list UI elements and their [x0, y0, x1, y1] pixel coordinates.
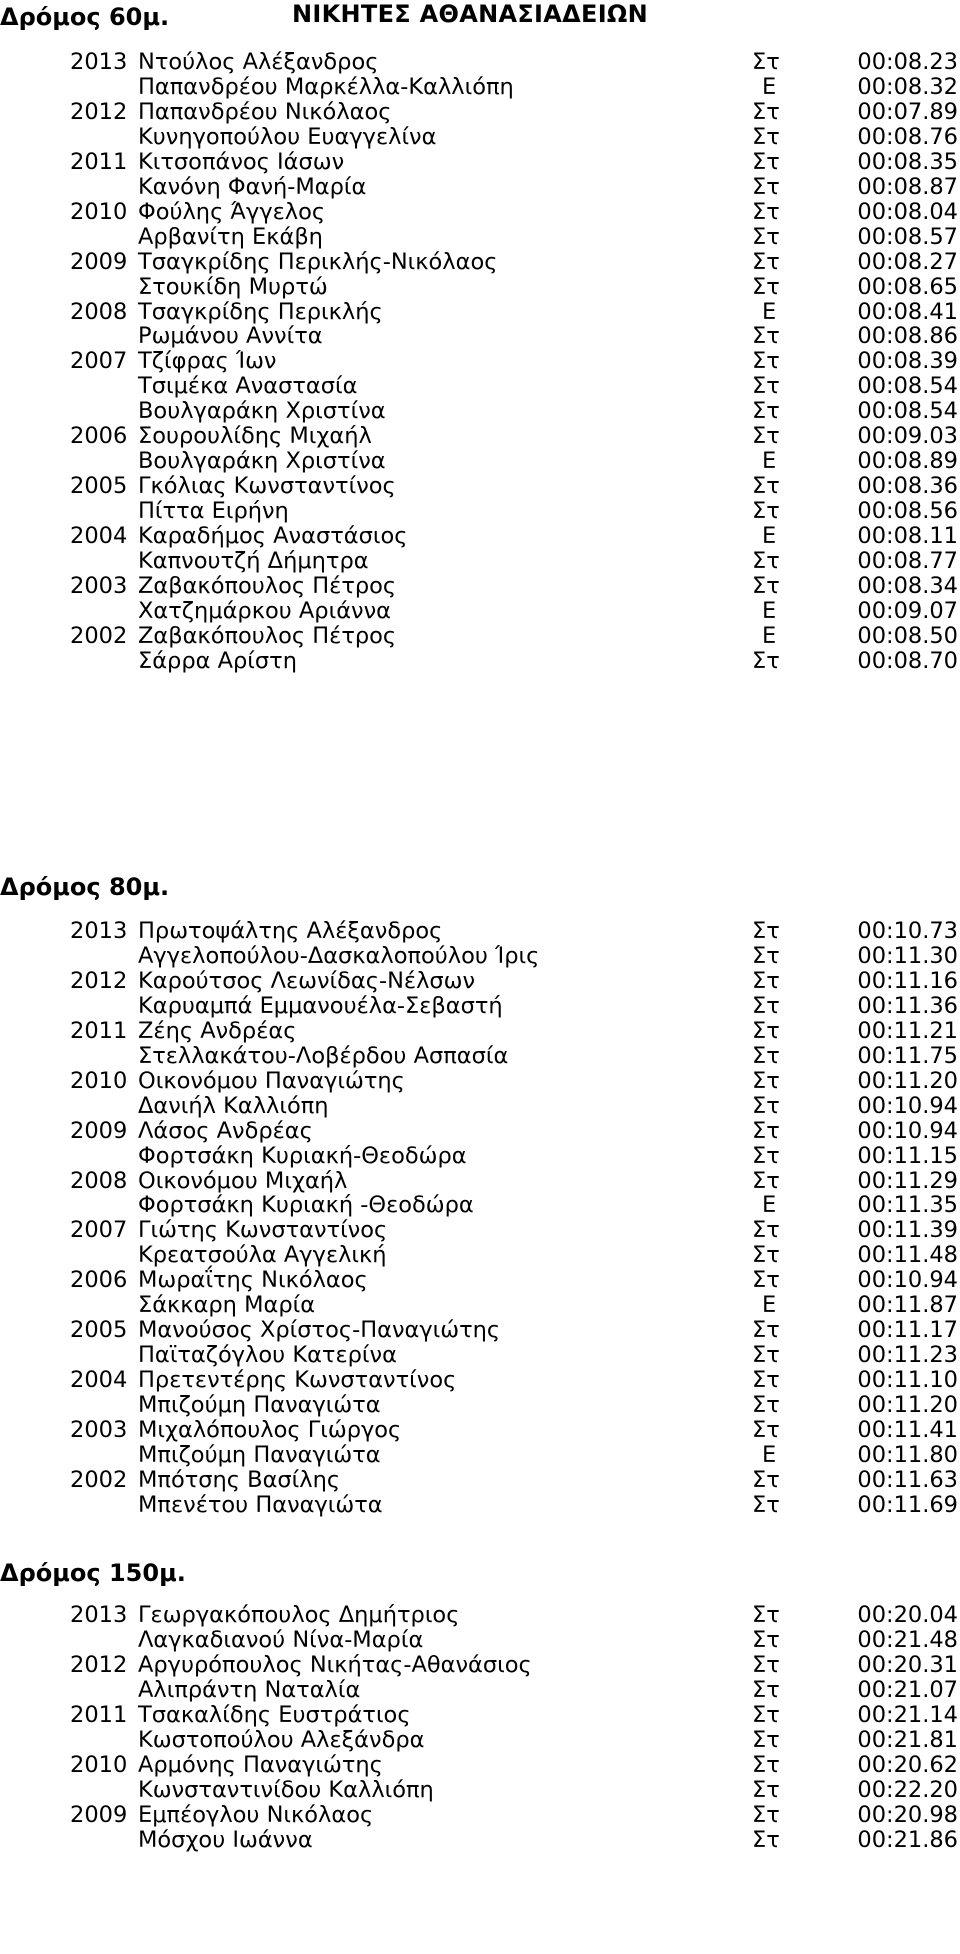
category-cell: Στ	[752, 918, 780, 944]
category-cell: Στ	[752, 1093, 780, 1119]
athlete-name: Τσαγκρίδης Περικλής-Νικόλαος	[138, 249, 498, 275]
category-cell: Στ	[752, 943, 780, 969]
time-cell: 00:21.14	[857, 1702, 958, 1728]
year-cell: 2009	[70, 1802, 128, 1828]
year-cell: 2002	[70, 623, 128, 649]
category-cell: Στ	[752, 1777, 780, 1803]
time-cell: 00:08.35	[857, 149, 958, 175]
time-cell: 00:08.57	[857, 224, 958, 250]
athlete-name: Αλιπράντη Ναταλία	[138, 1677, 361, 1703]
time-cell: 00:08.65	[857, 274, 958, 300]
athlete-name: Πρωτοψάλτης Αλέξανδρος	[138, 918, 443, 944]
time-cell: 00:21.86	[857, 1827, 958, 1853]
time-cell: 00:08.41	[857, 299, 958, 325]
category-cell: Στ	[752, 373, 780, 399]
result-row	[0, 1825, 960, 1855]
category-cell: Στ	[752, 1702, 780, 1728]
category-cell: Ε	[762, 1292, 777, 1318]
athlete-name: Αργυρόπουλος Νικήτας-Αθανάσιος	[138, 1652, 532, 1678]
time-cell: 00:08.32	[857, 74, 958, 100]
category-cell: Στ	[752, 1068, 780, 1094]
athlete-name: Μπότσης Βασίλης	[138, 1467, 341, 1493]
athlete-name: Βουλγαράκη Χριστίνα	[138, 398, 386, 424]
athlete-name: Παπανδρέου Νικόλαος	[138, 99, 392, 125]
year-cell: 2012	[70, 968, 128, 994]
time-cell: 00:11.63	[857, 1467, 958, 1493]
section-heading: Δρόμος 150μ.	[0, 1559, 186, 1587]
athlete-name: Πρετεντέρης Κωνσταντίνος	[138, 1367, 457, 1393]
time-cell: 00:10.94	[857, 1267, 958, 1293]
category-cell: Στ	[752, 174, 780, 200]
category-cell: Στ	[752, 199, 780, 225]
athlete-name: Στελλακάτου-Λοβέρδου Ασπασία	[138, 1043, 509, 1069]
category-cell: Στ	[752, 149, 780, 175]
time-cell: 00:11.75	[857, 1043, 958, 1069]
year-cell: 2004	[70, 1367, 128, 1393]
athlete-name: Φούλης Άγγελος	[138, 199, 326, 225]
category-cell: Στ	[752, 423, 780, 449]
time-cell: 00:21.81	[857, 1727, 958, 1753]
result-row	[0, 1490, 960, 1520]
category-cell: Στ	[752, 1217, 780, 1243]
time-cell: 00:08.70	[857, 648, 958, 674]
athlete-name: Φορτσάκη Κυριακή-Θεοδώρα	[138, 1143, 467, 1169]
time-cell: 00:08.54	[857, 398, 958, 424]
athlete-name: Μπιζούμη Παναγιώτα	[138, 1392, 381, 1418]
athlete-name: Παϊταζόγλου Κατερίνα	[138, 1342, 397, 1368]
page-title: ΝΙΚΗΤΕΣ ΑΘΑΝΑΣΙΑΔΕΙΩΝ	[292, 0, 649, 28]
time-cell: 00:11.21	[857, 1018, 958, 1044]
category-cell: Στ	[752, 1727, 780, 1753]
athlete-name: Ζαβακόπουλος Πέτρος	[138, 573, 397, 599]
time-cell: 00:07.89	[857, 99, 958, 125]
time-cell: 00:11.20	[857, 1392, 958, 1418]
category-cell: Στ	[752, 224, 780, 250]
time-cell: 00:11.48	[857, 1242, 958, 1268]
athlete-name: Φορτσάκη Κυριακή -Θεοδώρα	[138, 1192, 474, 1218]
year-cell: 2011	[70, 1018, 128, 1044]
category-cell: Στ	[752, 1317, 780, 1343]
category-cell: Στ	[752, 1342, 780, 1368]
time-cell: 00:11.87	[857, 1292, 958, 1318]
category-cell: Στ	[752, 1118, 780, 1144]
athlete-name: Σάρρα Αρίστη	[138, 648, 297, 674]
athlete-name: Εμπέογλου Νικόλαος	[138, 1802, 374, 1828]
category-cell: Στ	[752, 99, 780, 125]
category-cell: Στ	[752, 1467, 780, 1493]
year-cell: 2006	[70, 1267, 128, 1293]
category-cell: Στ	[752, 548, 780, 574]
category-cell: Στ	[752, 1367, 780, 1393]
result-row	[0, 646, 960, 676]
time-cell: 00:10.94	[857, 1093, 958, 1119]
athlete-name: Κανόνη Φανή-Μαρία	[138, 174, 367, 200]
time-cell: 00:09.03	[857, 423, 958, 449]
category-cell: Στ	[752, 323, 780, 349]
time-cell: 00:11.16	[857, 968, 958, 994]
time-cell: 00:08.56	[857, 498, 958, 524]
athlete-name: Καρούτσος Λεωνίδας-Νέλσων	[138, 968, 476, 994]
athlete-name: Παπανδρέου Μαρκέλλα-Καλλιόπη	[138, 74, 514, 100]
time-cell: 00:08.23	[857, 49, 958, 75]
time-cell: 00:11.80	[857, 1442, 958, 1468]
athlete-name: Κωνσταντινίδου Καλλιόπη	[138, 1777, 434, 1803]
time-cell: 00:08.04	[857, 199, 958, 225]
category-cell: Στ	[752, 398, 780, 424]
athlete-name: Χατζημάρκου Αριάννα	[138, 598, 392, 624]
athlete-name: Ντούλος Αλέξανδρος	[138, 49, 379, 75]
athlete-name: Καπνουτζή Δήμητρα	[138, 548, 369, 574]
year-cell: 2005	[70, 1317, 128, 1343]
athlete-name: Αρβανίτη Εκάβη	[138, 224, 323, 250]
time-cell: 00:20.98	[857, 1802, 958, 1828]
athlete-name: Οικονόμου Μιχαήλ	[138, 1168, 348, 1194]
time-cell: 00:11.30	[857, 943, 958, 969]
athlete-name: Μπιζούμη Παναγιώτα	[138, 1442, 381, 1468]
athlete-name: Σάκκαρη Μαρία	[138, 1292, 316, 1318]
category-cell: Στ	[752, 1802, 780, 1828]
time-cell: 00:08.89	[857, 448, 958, 474]
athlete-name: Δανιήλ Καλλιόπη	[138, 1093, 329, 1119]
year-cell: 2013	[70, 1602, 128, 1628]
time-cell: 00:20.31	[857, 1652, 958, 1678]
time-cell: 00:11.20	[857, 1068, 958, 1094]
category-cell: Ε	[762, 598, 777, 624]
year-cell: 2006	[70, 423, 128, 449]
category-cell: Στ	[752, 968, 780, 994]
category-cell: Στ	[752, 348, 780, 374]
time-cell: 00:08.11	[857, 523, 958, 549]
athlete-name: Κωστοπούλου Αλεξάνδρα	[138, 1727, 425, 1753]
athlete-name: Λαγκαδιανού Νίνα-Μαρία	[138, 1627, 424, 1653]
athlete-name: Μιχαλόπουλος Γιώργος	[138, 1417, 402, 1443]
category-cell: Στ	[752, 648, 780, 674]
year-cell: 2012	[70, 99, 128, 125]
athlete-name: Στουκίδη Μυρτώ	[138, 274, 328, 300]
year-cell: 2007	[70, 348, 128, 374]
athlete-name: Γιώτης Κωνσταντίνος	[138, 1217, 388, 1243]
athlete-name: Μόσχου Ιωάννα	[138, 1827, 313, 1853]
year-cell: 2009	[70, 1118, 128, 1144]
athlete-name: Μωραΐτης Νικόλαος	[138, 1267, 368, 1293]
time-cell: 00:08.87	[857, 174, 958, 200]
time-cell: 00:11.41	[857, 1417, 958, 1443]
athlete-name: Τσαγκρίδης Περικλής	[138, 299, 383, 325]
year-cell: 2011	[70, 1702, 128, 1728]
category-cell: Στ	[752, 1492, 780, 1518]
category-cell: Στ	[752, 1827, 780, 1853]
athlete-name: Καρυαμπά Εμμανουέλα-Σεβαστή	[138, 993, 503, 1019]
time-cell: 00:11.15	[857, 1143, 958, 1169]
year-cell: 2010	[70, 1068, 128, 1094]
time-cell: 00:08.34	[857, 573, 958, 599]
time-cell: 00:11.17	[857, 1317, 958, 1343]
athlete-name: Καραδήμος Αναστάσιος	[138, 523, 408, 549]
time-cell: 00:11.36	[857, 993, 958, 1019]
athlete-name: Κυνηγοπούλου Ευαγγελίνα	[138, 124, 437, 150]
category-cell: Στ	[752, 124, 780, 150]
year-cell: 2012	[70, 1652, 128, 1678]
athlete-name: Ρωμάνου Αννίτα	[138, 323, 323, 349]
athlete-name: Λάσος Ανδρέας	[138, 1118, 313, 1144]
athlete-name: Τσακαλίδης Ευστράτιος	[138, 1702, 411, 1728]
section-heading: Δρόμος 80μ.	[0, 873, 170, 901]
athlete-name: Κιτσοπάνος Ιάσων	[138, 149, 345, 175]
time-cell: 00:21.07	[857, 1677, 958, 1703]
category-cell: Στ	[752, 1143, 780, 1169]
category-cell: Στ	[752, 1602, 780, 1628]
year-cell: 2005	[70, 473, 128, 499]
time-cell: 00:21.48	[857, 1627, 958, 1653]
year-cell: 2013	[70, 918, 128, 944]
year-cell: 2010	[70, 1752, 128, 1778]
category-cell: Ε	[762, 74, 777, 100]
section-heading: Δρόμος 60μ.	[0, 3, 170, 31]
time-cell: 00:10.94	[857, 1118, 958, 1144]
athlete-name: Ζαβακόπουλος Πέτρος	[138, 623, 397, 649]
category-cell: Ε	[762, 1442, 777, 1468]
athlete-name: Γκόλιας Κωνσταντίνος	[138, 473, 396, 499]
category-cell: Στ	[752, 1168, 780, 1194]
time-cell: 00:08.39	[857, 348, 958, 374]
year-cell: 2004	[70, 523, 128, 549]
category-cell: Στ	[752, 1242, 780, 1268]
athlete-name: Ζέης Ανδρέας	[138, 1018, 297, 1044]
time-cell: 00:08.27	[857, 249, 958, 275]
time-cell: 00:08.54	[857, 373, 958, 399]
athlete-name: Αγγελοπούλου-Δασκαλοπούλου Ίρις	[138, 943, 540, 969]
athlete-name: Μπενέτου Παναγιώτα	[138, 1492, 383, 1518]
category-cell: Στ	[752, 473, 780, 499]
time-cell: 00:20.04	[857, 1602, 958, 1628]
year-cell: 2011	[70, 149, 128, 175]
time-cell: 00:08.86	[857, 323, 958, 349]
category-cell: Στ	[752, 1752, 780, 1778]
athlete-name: Τσιμέκα Αναστασία	[138, 373, 358, 399]
time-cell: 00:10.73	[857, 918, 958, 944]
category-cell: Ε	[762, 1192, 777, 1218]
category-cell: Στ	[752, 1392, 780, 1418]
category-cell: Στ	[752, 1652, 780, 1678]
athlete-name: Κρεατσούλα Αγγελική	[138, 1242, 387, 1268]
time-cell: 00:11.35	[857, 1192, 958, 1218]
time-cell: 00:08.50	[857, 623, 958, 649]
category-cell: Ε	[762, 623, 777, 649]
category-cell: Στ	[752, 573, 780, 599]
time-cell: 00:08.76	[857, 124, 958, 150]
athlete-name: Βουλγαράκη Χριστίνα	[138, 448, 386, 474]
year-cell: 2003	[70, 1417, 128, 1443]
time-cell: 00:11.23	[857, 1342, 958, 1368]
category-cell: Στ	[752, 1018, 780, 1044]
time-cell: 00:11.69	[857, 1492, 958, 1518]
time-cell: 00:11.29	[857, 1168, 958, 1194]
athlete-name: Τζίφρας Ίων	[138, 348, 277, 374]
year-cell: 2008	[70, 1168, 128, 1194]
category-cell: Στ	[752, 249, 780, 275]
category-cell: Ε	[762, 523, 777, 549]
time-cell: 00:09.07	[857, 598, 958, 624]
time-cell: 00:08.77	[857, 548, 958, 574]
category-cell: Ε	[762, 448, 777, 474]
year-cell: 2013	[70, 49, 128, 75]
category-cell: Στ	[752, 1043, 780, 1069]
time-cell: 00:11.10	[857, 1367, 958, 1393]
year-cell: 2009	[70, 249, 128, 275]
category-cell: Στ	[752, 1677, 780, 1703]
time-cell: 00:20.62	[857, 1752, 958, 1778]
athlete-name: Μανούσος Χρίστος-Παναγιώτης	[138, 1317, 501, 1343]
category-cell: Στ	[752, 1627, 780, 1653]
category-cell: Στ	[752, 1417, 780, 1443]
category-cell: Ε	[762, 299, 777, 325]
category-cell: Στ	[752, 274, 780, 300]
athlete-name: Οικονόμου Παναγιώτης	[138, 1068, 405, 1094]
time-cell: 00:11.39	[857, 1217, 958, 1243]
athlete-name: Σουρουλίδης Μιχαήλ	[138, 423, 372, 449]
category-cell: Στ	[752, 993, 780, 1019]
athlete-name: Πίττα Ειρήνη	[138, 498, 289, 524]
year-cell: 2007	[70, 1217, 128, 1243]
category-cell: Στ	[752, 498, 780, 524]
year-cell: 2003	[70, 573, 128, 599]
time-cell: 00:08.36	[857, 473, 958, 499]
athlete-name: Γεωργακόπουλος Δημήτριος	[138, 1602, 460, 1628]
time-cell: 00:22.20	[857, 1777, 958, 1803]
athlete-name: Αρμόνης Παναγιώτης	[138, 1752, 383, 1778]
category-cell: Στ	[752, 1267, 780, 1293]
category-cell: Στ	[752, 49, 780, 75]
year-cell: 2008	[70, 299, 128, 325]
year-cell: 2010	[70, 199, 128, 225]
year-cell: 2002	[70, 1467, 128, 1493]
